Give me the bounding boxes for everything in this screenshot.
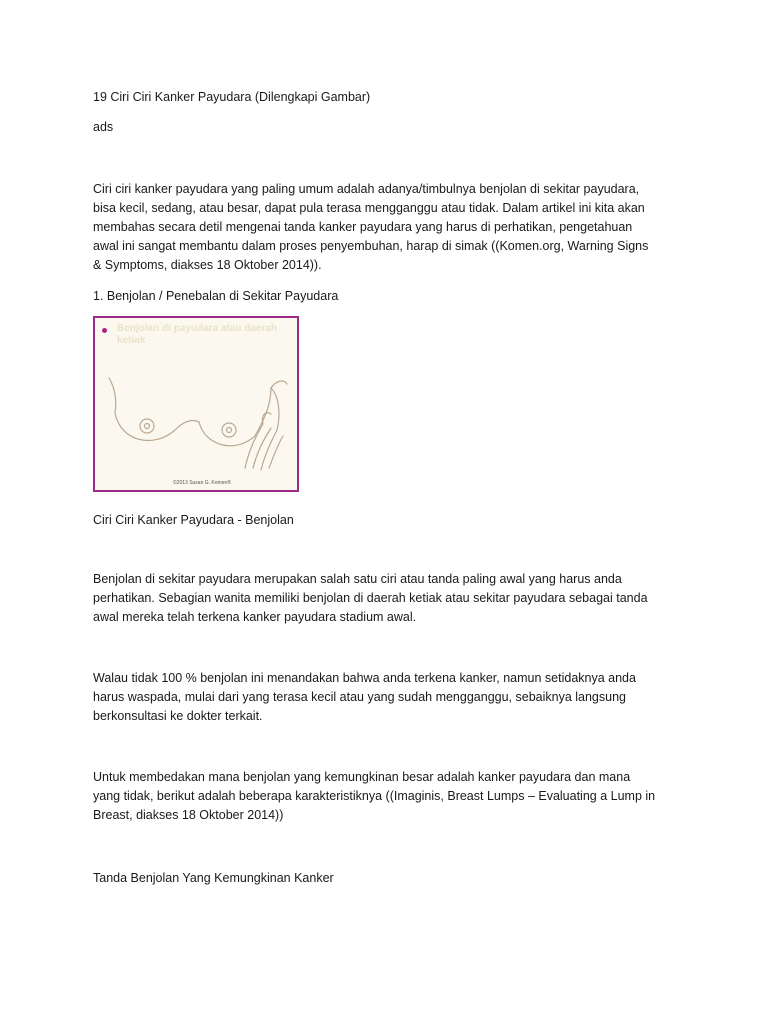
intro-paragraph [93,180,683,275]
subheading-tanda-benjolan: Tanda Benjolan Yang Kemungkinan Kanker [93,871,334,885]
paragraph-line: awal ini sangat membantu dalam proses penyembuhan, harap di simak ((Komen.org, Warning Signs [93,239,649,253]
figure-credit: ©2013 Susan G. Komen® [173,480,231,486]
paragraph-line: yang tidak, berikut adalah beberapa karakteristiknya ((Imaginis, Breast Lumps – Evaluating a Lump in [93,789,656,803]
paragraph-karakteristik [93,768,683,825]
figure-overlay-text: Benjolan di payudara atau daerah ketiak [117,323,278,346]
paragraph-line: Walau tidak 100 % benjolan ini menandakan bahwa anda terkena kanker, namun setidaknya anda [93,671,636,685]
figure-caption: Ciri Ciri Kanker Payudara - Benjolan [93,513,294,527]
paragraph-line: membahas secara detil mengenai tanda kanker payudara yang harus di perhatikan, pengetahuan [93,220,633,234]
paragraph-line: berkonsultasi ke dokter terkait. [93,709,263,723]
paragraph-benjolan [93,570,683,627]
paragraph-line: Breast, diakses 18 Oktober 2014)) [93,808,284,822]
document-title: 19 Ciri Ciri Kanker Payudara (Dilengkapi Gambar) [93,90,371,104]
paragraph-line: & Symptoms, diakses 18 Oktober 2014)). [93,258,322,272]
paragraph-line: bisa kecil, sedang, atau besar, dapat pula terasa mengganggu atau tidak. Dalam artikel ini kita akan [93,201,645,215]
breast-illustration-drawing [95,318,299,492]
section-heading: 1. Benjolan / Penebalan di Sekitar Payudara [93,289,339,303]
paragraph-line: perhatikan. Sebagian wanita memiliki benjolan di daerah ketiak atau sekitar payudara sebagai tanda [93,591,648,605]
paragraph-waspada [93,669,683,726]
paragraph-line: Ciri ciri kanker payudara yang paling umum adalah adanya/timbulnya benjolan di sekitar payudara, [93,182,640,196]
paragraph-line: harus waspada, mulai dari yang terasa kecil atau yang sudah mengganggu, sebaiknya langsung [93,690,626,704]
ads-label: ads [93,120,114,134]
breast-lump-illustration [93,316,299,492]
paragraph-line: Benjolan di sekitar payudara merupakan salah satu ciri atau tanda paling awal yang harus anda [93,572,622,586]
paragraph-line: awal mereka telah terkena kanker payudara stadium awal. [93,610,417,624]
paragraph-line: Untuk membedakan mana benjolan yang kemungkinan besar adalah kanker payudara dan mana [93,770,631,784]
